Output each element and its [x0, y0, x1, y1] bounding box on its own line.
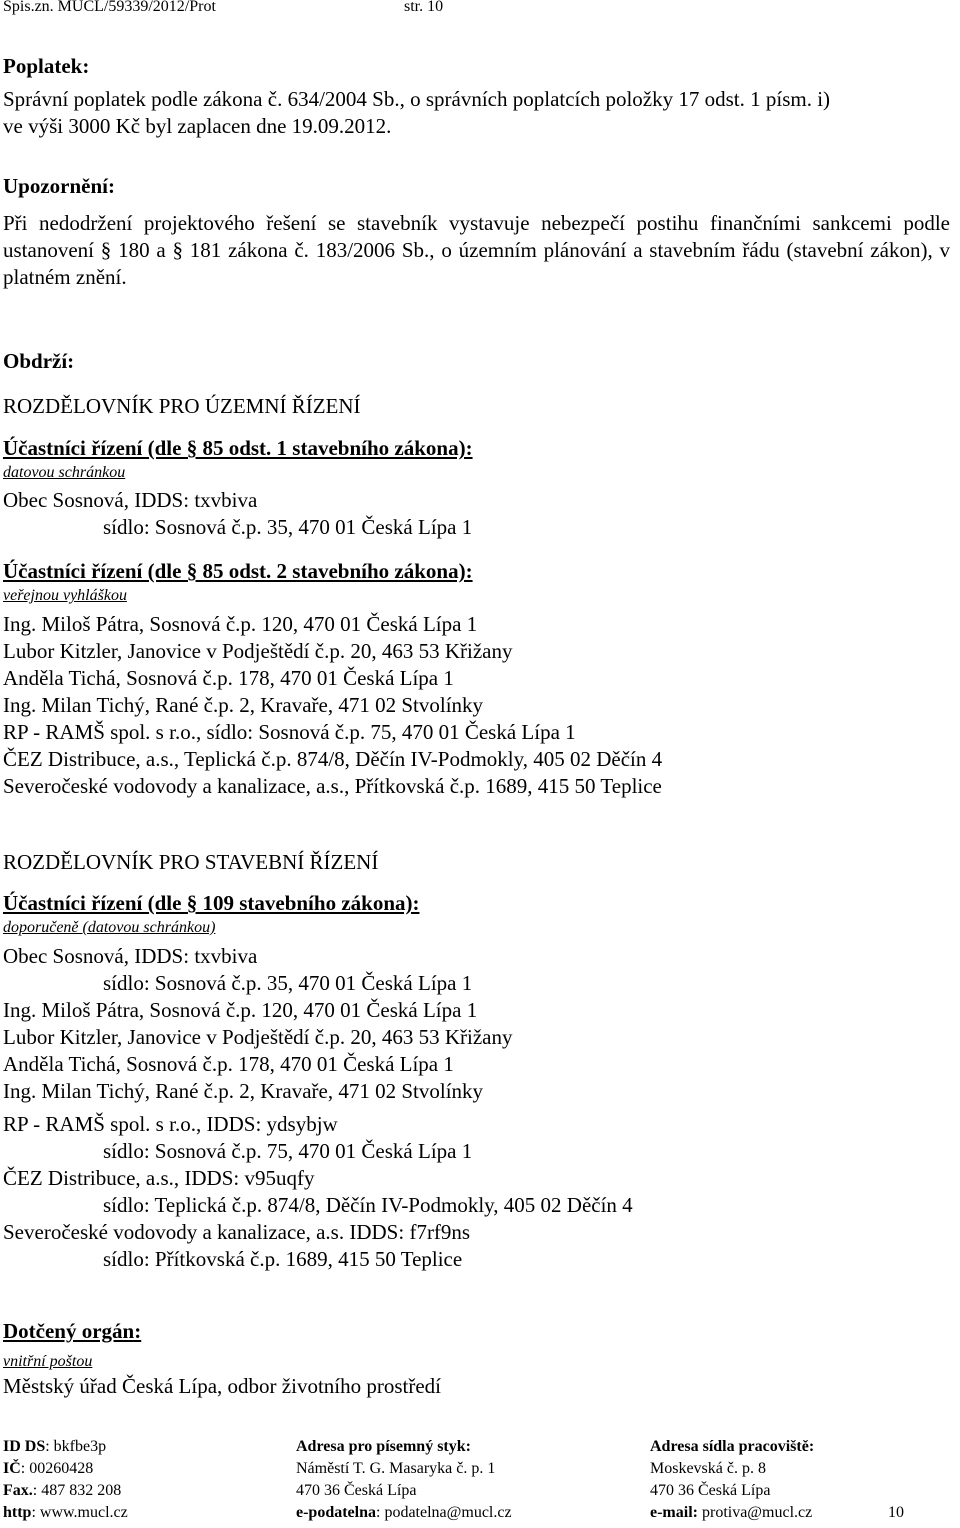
recipient-line: Severočeské vodovody a kanalizace, a.s. IDDS: f7rf9ns: [3, 1220, 471, 1244]
recipient-line: ČEZ Distribuce, a.s., Teplická č.p. 874/8, Děčín IV-Podmokly, 405 02 Děčín 4: [3, 747, 663, 771]
group-heading: Účastníci řízení (dle § 109 stavebního zákona):: [3, 891, 420, 915]
page-footer: [3, 1436, 960, 1524]
building-distribution: [3, 849, 950, 876]
delivery-method: datovou schránkou: [3, 464, 126, 481]
recipient-line: sídlo: Přítkovská č.p. 1689, 415 50 Teplice: [103, 1247, 463, 1271]
footer-postal-street: Náměstí T. G. Masaryka č. p. 1: [296, 1460, 496, 1477]
group-heading: Účastníci řízení (dle § 85 odst. 2 stavebního zákona):: [3, 559, 473, 583]
recipient-line: Ing. Miloš Pátra, Sosnová č.p. 120, 470 01 Česká Lípa 1: [3, 998, 478, 1022]
footer-id-ds: ID DS: bkfbe3p: [3, 1438, 107, 1455]
recipient-line: sídlo: Sosnová č.p. 35, 470 01 Česká Lípa 1: [103, 971, 473, 995]
footer-office-city: 470 36 Česká Lípa: [650, 1482, 771, 1499]
delivery-method: doporučeně (datovou schránkou): [3, 919, 216, 936]
authority-heading: Dotčený orgán:: [3, 1319, 142, 1343]
footer-ico: IČ: 00260428: [3, 1460, 94, 1477]
delivery-method: vnitřní poštou: [3, 1353, 93, 1370]
recipient-line: Obec Sosnová, IDDS: txvbiva: [3, 944, 258, 968]
delivery-method: veřejnou vyhláškou: [3, 587, 127, 604]
footer-row: [3, 1458, 960, 1480]
territorial-heading: ROZDĚLOVNÍK PRO ÚZEMNÍ ŘÍZENÍ: [3, 394, 361, 418]
group-heading: Účastníci řízení (dle § 85 odst. 1 stavebního zákona):: [3, 436, 473, 460]
file-reference: Spis.zn. MUCL/59339/2012/Prot: [3, 0, 216, 15]
footer-website-link[interactable]: http: www.mucl.cz: [3, 1504, 128, 1521]
fee-section: [3, 53, 950, 80]
footer-office-heading: Adresa sídla pracoviště:: [650, 1438, 815, 1455]
recipients-section: [3, 348, 950, 375]
territorial-distribution: [3, 393, 950, 420]
recipient-line: Ing. Miloš Pátra, Sosnová č.p. 120, 470 01 Česká Lípa 1: [3, 612, 478, 636]
footer-office-street: Moskevská č. p. 8: [650, 1460, 766, 1477]
recipient-line: RP - RAMŠ spol. s r.o., IDDS: ydsybjw: [3, 1112, 338, 1136]
footer-page-number: 10: [888, 1504, 904, 1521]
footer-postal-city: 470 36 Česká Lípa: [296, 1482, 417, 1499]
warning-section: [3, 173, 950, 200]
footer-row: [3, 1502, 960, 1524]
fee-line: ve výši 3000 Kč byl zaplacen dne 19.09.2012.: [3, 114, 392, 138]
fee-heading: Poplatek:: [3, 54, 90, 78]
footer-epodatelna-link[interactable]: e-podatelna: podatelna@mucl.cz: [296, 1504, 512, 1521]
recipient-line: sídlo: Sosnová č.p. 35, 470 01 Česká Lípa 1: [103, 515, 473, 539]
footer-fax: Fax.: 487 832 208: [3, 1482, 122, 1499]
page-label: str. 10: [404, 0, 444, 15]
footer-postal-heading: Adresa pro písemný styk:: [296, 1438, 471, 1455]
warning-text: Při nedodržení projektového řešení se stavebník vystavuje nebezpečí postihu finančními sankcemi podle ustanovení § 180 a § 181 zákona č. 183/2006 Sb., o územním plánování a stavebním řádu (stavební zákon), v platném znění.: [3, 211, 950, 289]
recipient-line: Severočeské vodovody a kanalizace, a.s., Přítkovská č.p. 1689, 415 50 Teplice: [3, 774, 662, 798]
recipient-line: Městský úřad Česká Lípa, odbor životního prostředí: [3, 1374, 442, 1398]
warning-text-block: [3, 210, 950, 291]
recipients-heading: Obdrží:: [3, 349, 75, 373]
recipient-line: Ing. Milan Tichý, Rané č.p. 2, Kravaře, 471 02 Stvolínky: [3, 1079, 484, 1103]
recipient-line: sídlo: Sosnová č.p. 75, 470 01 Česká Lípa 1: [103, 1139, 473, 1163]
fee-line: Správní poplatek podle zákona č. 634/2004 Sb., o správních poplatcích položky 17 odst. 1 písm. i): [3, 87, 831, 111]
building-group-1: [3, 890, 950, 1273]
footer-row: [3, 1436, 960, 1458]
warning-heading: Upozornění:: [3, 174, 115, 198]
footer-email-link[interactable]: e-mail: protiva@mucl.cz: [650, 1504, 813, 1521]
recipient-line: Ing. Milan Tichý, Rané č.p. 2, Kravaře, 471 02 Stvolínky: [3, 693, 484, 717]
recipient-line: Anděla Tichá, Sosnová č.p. 178, 470 01 Česká Lípa 1: [3, 666, 454, 690]
recipient-line: ČEZ Distribuce, a.s., IDDS: v95uqfy: [3, 1166, 315, 1190]
recipient-line: sídlo: Teplická č.p. 874/8, Děčín IV-Podmokly, 405 02 Děčín 4: [103, 1193, 633, 1217]
recipient-line: RP - RAMŠ spol. s r.o., sídlo: Sosnová č.p. 75, 470 01 Česká Lípa 1: [3, 720, 576, 744]
fee-text: [3, 86, 950, 140]
recipient-line: Obec Sosnová, IDDS: txvbiva: [3, 488, 258, 512]
recipient-line: Lubor Kitzler, Janovice v Podještědí č.p. 20, 463 53 Křižany: [3, 639, 513, 663]
territorial-group-1: [3, 435, 950, 541]
building-heading: ROZDĚLOVNÍK PRO STAVEBNÍ ŘÍZENÍ: [3, 850, 379, 874]
recipient-line: Lubor Kitzler, Janovice v Podještědí č.p. 20, 463 53 Křižany: [3, 1025, 513, 1049]
recipient-line: Anděla Tichá, Sosnová č.p. 178, 470 01 Česká Lípa 1: [3, 1052, 454, 1076]
authority-section: [3, 1318, 950, 1400]
footer-row: [3, 1480, 960, 1502]
territorial-group-2: [3, 558, 950, 800]
